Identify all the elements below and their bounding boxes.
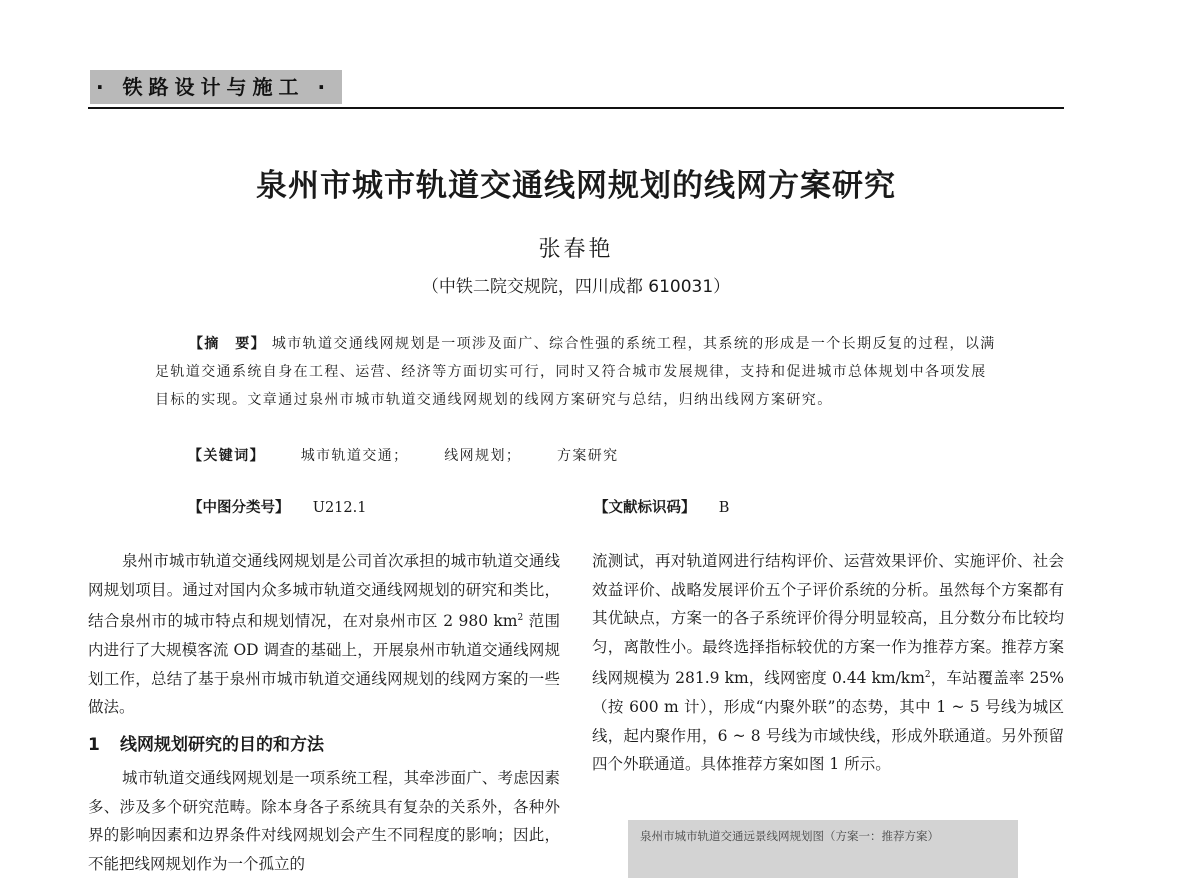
intro-text-2: 范围内进行了大规模客流 OD 调查的基础上，开展泉州市轨道交通线网规划工作，总结了基于泉州市城市轨道交通线网规划的线网方案的一些做法。 [88, 612, 560, 717]
author-affiliation: （中铁二院交规院，四川成都 610031） [421, 277, 731, 297]
figure-title: 泉州市城市轨道交通远景线网规划图（方案一：推荐方案） [640, 829, 939, 843]
section-1-title: 线网规划研究的目的和方法 [120, 735, 324, 755]
document-code-value: B [718, 500, 730, 516]
article-title: 泉州市城市轨道交通线网规划的线网方案研究 [256, 168, 896, 204]
keywords-label: 【关键词】 [188, 448, 265, 464]
right-text-2: ，车站覆盖率 25%（按 600 m 计），形成“内聚外联”的态势，其中 1 ~ 5 号线为城区线，起内聚作用，6 ~ 8 号线为市域快线，形成外联通道。另外预留四个外联通道。具体推荐方案如图 1 所示。 [592, 669, 1064, 774]
right-column-paragraph [592, 547, 1064, 779]
section-1-text: 城市轨道交通线网规划是一项系统工程，其牵涉面广、考虑因素多、涉及多个研究范畴。除本身各子系统具有复杂的关系外，各种外界的影响因素和边界条件对线网规划会产生不同程度的影响；因此，不能把线网规划作为一个孤立的 [88, 769, 560, 873]
section-1-heading [88, 730, 324, 755]
keyword-item: 线网规划； [444, 448, 522, 464]
classification-value: U212.1 [312, 500, 367, 516]
intro-text-1: 泉州市城市轨道交通线网规划是公司首次承担的城市轨道交通线网规划项目。通过对国内众多城市轨道交通线网规划的研究和类比，结合泉州市的城市特点和规划情况，在对泉州市区 2 980 km [88, 552, 560, 631]
author-name: 张春艳 [538, 237, 614, 262]
abstract-text: 城市轨道交通线网规划是一项涉及面广、综合性强的系统工程，其系统的形成是一个长期反复的过程，以满足轨道交通系统自身在工程、运营、经济等方面切实可行，同时又符合城市发展规律，支持和促进城市总体规划中各项发展目标的实现。文章通过泉州市城市轨道交通线网规划的线网方案研究与总结，归纳出线网方案研究。 [155, 336, 996, 408]
abstract-label: 【摘 要】 [189, 336, 266, 352]
right-superscript: 2 [924, 670, 931, 681]
header-rule [88, 107, 1064, 109]
section-tag: · 铁路设计与施工 · [90, 70, 342, 104]
document-code [594, 494, 729, 522]
keywords [188, 442, 619, 470]
keyword-item: 城市轨道交通； [300, 448, 409, 464]
abstract [155, 330, 1000, 414]
classification-label: 【中图分类号】 [188, 500, 290, 516]
section-1-paragraph [88, 764, 560, 878]
section-1-number: 1 [88, 735, 100, 755]
classification-number [188, 494, 366, 522]
right-text-1: 流测试，再对轨道网进行结构评价、运营效果评价、实施评价、社会效益评价、战略发展评价五个子评价系统的分析。虽然每个方案都有其优缺点，方案一的各子系统评价得分明显较高，且分数分布比较均匀，离散性小。最终选择指标较优的方案一作为推荐方案。推荐方案线网规模为 281.9 km，线网密度 0.44 km/km [592, 552, 1064, 688]
intro-superscript: 2 [517, 613, 524, 624]
keyword-item: 方案研究 [556, 448, 619, 464]
intro-paragraph [88, 547, 560, 722]
document-code-label: 【文献标识码】 [594, 500, 696, 516]
figure-1 [628, 820, 1018, 878]
